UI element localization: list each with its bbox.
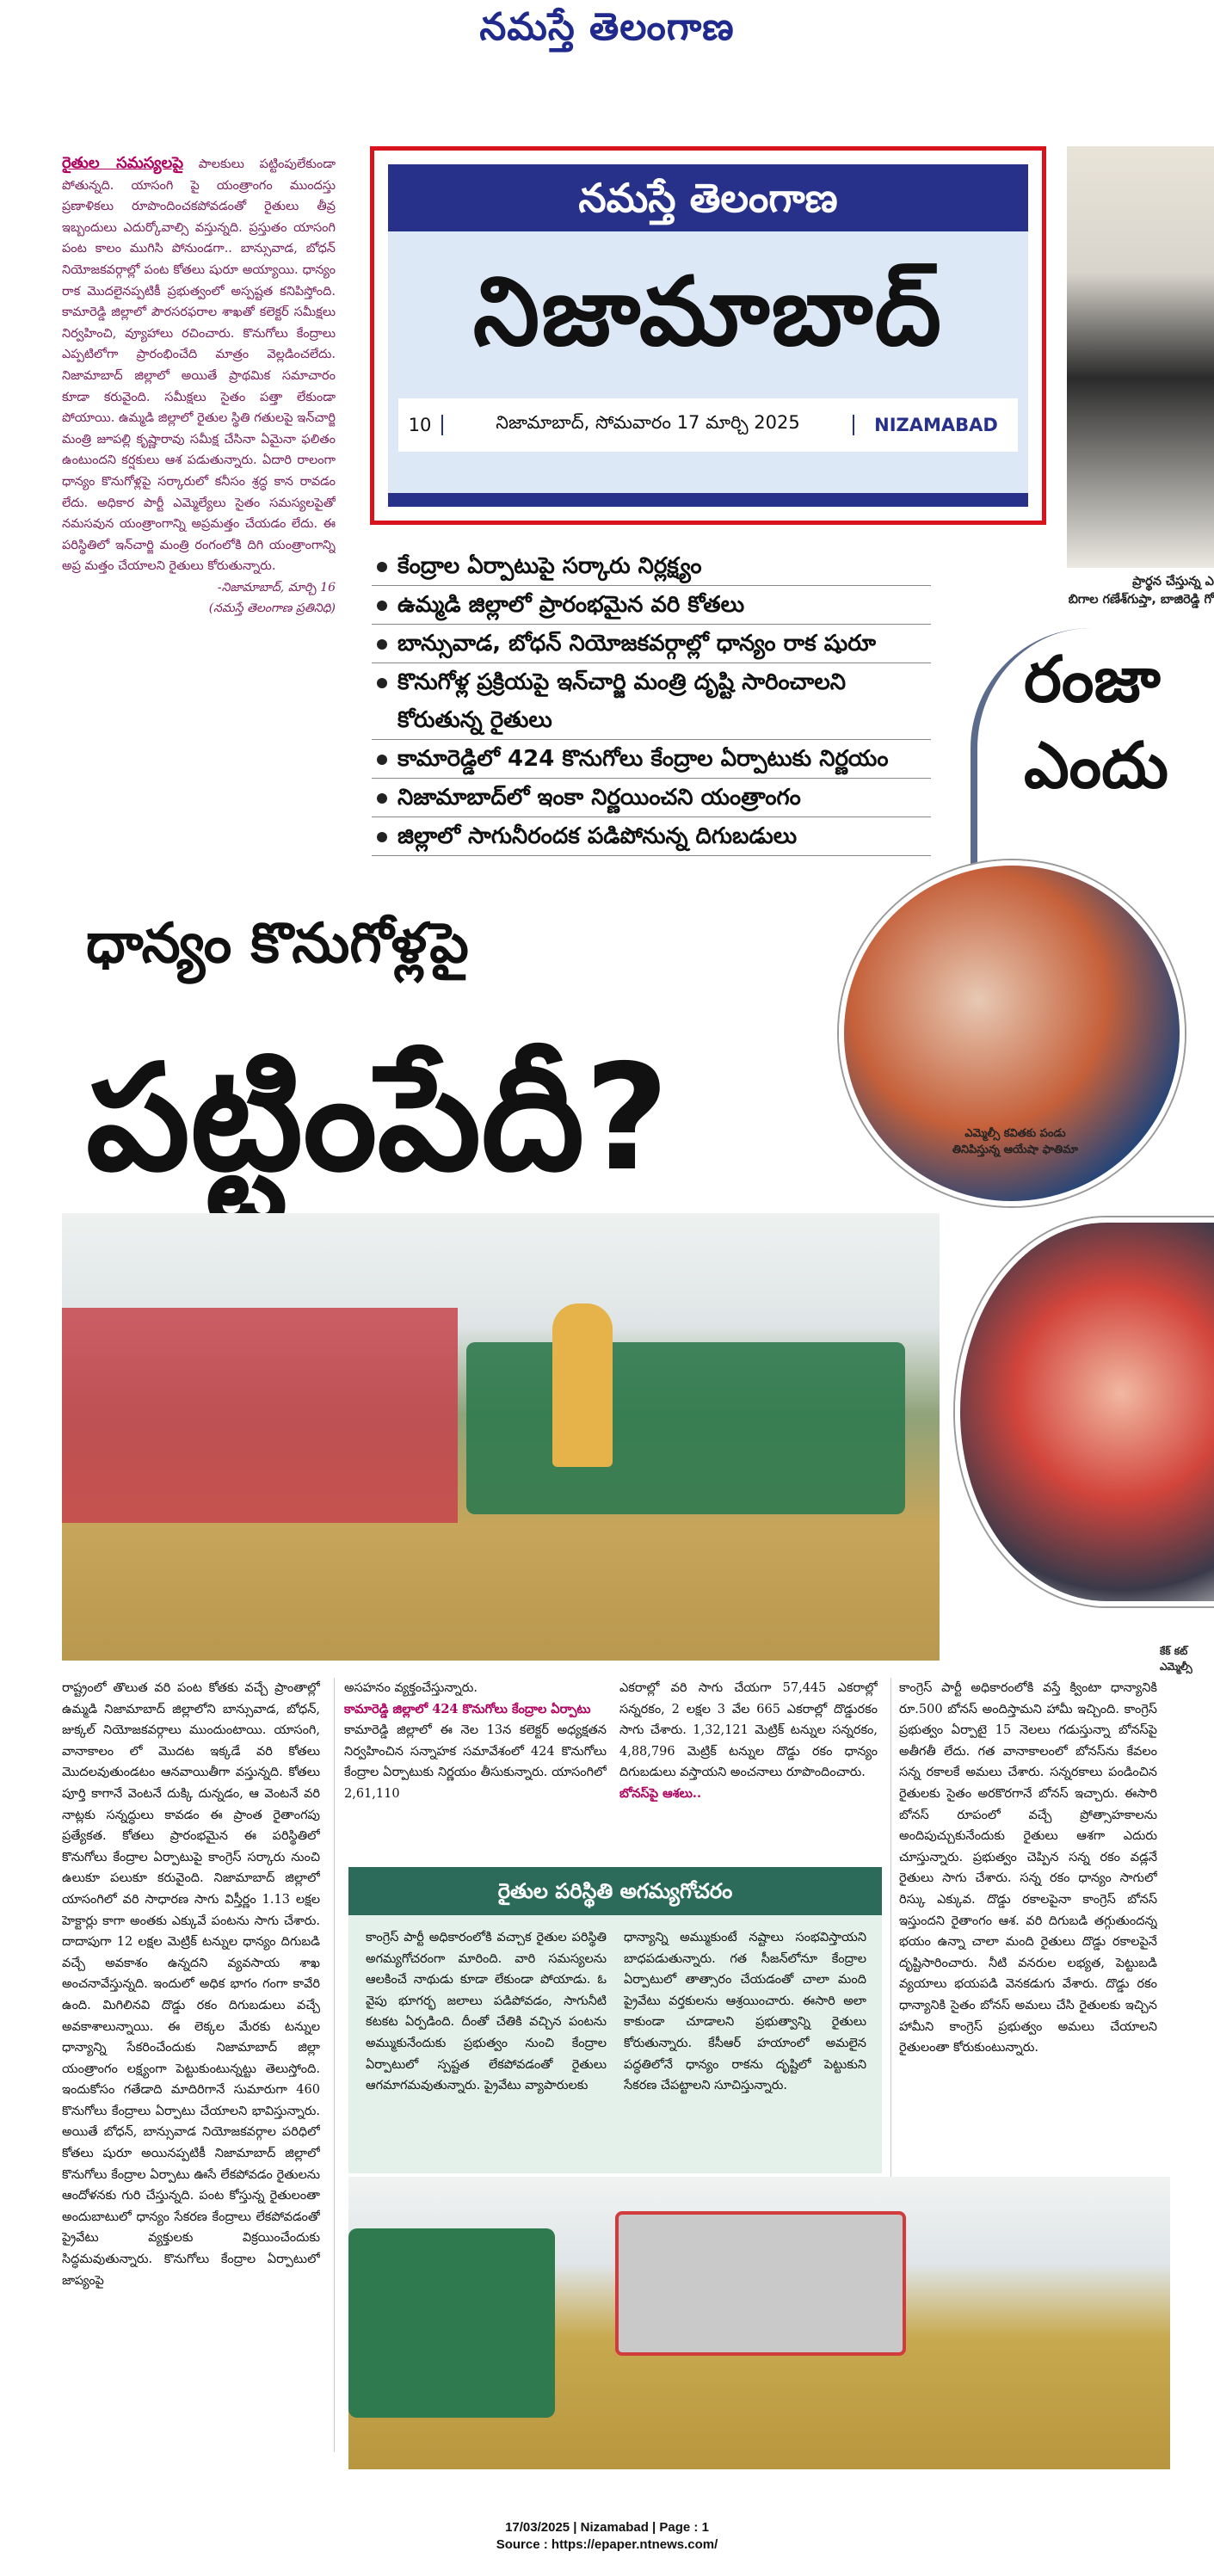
edition-name: NIZAMABAD (853, 415, 1018, 435)
highlight-item: బాన్సువాడ, బోధన్ నియోజకవర్గాల్లో ధాన్యం రాక షురూ (372, 625, 931, 663)
teaser-headline (1024, 637, 1214, 809)
body-column-1 (62, 1678, 320, 2452)
column-divider (334, 1678, 335, 2452)
page-footer (0, 2519, 1214, 2571)
harvest-field-photo (348, 2177, 1170, 2469)
caption-line: ఎమ్మెల్సీ కవితకు పండు (964, 1127, 1066, 1140)
sidebar-lead: రైతుల సమస్యలపై (62, 154, 184, 172)
photo-caption (1015, 573, 1214, 609)
harvester-photo (62, 1213, 940, 1661)
main-headline: పట్టింపేదీ? (86, 1033, 669, 1204)
box-body (348, 1915, 882, 2173)
circle-caption-1 (934, 1125, 1097, 1158)
sub-headline: ధాన్యం కొనుగోళ్లపై (86, 912, 469, 976)
circle-caption-2 (1160, 1643, 1214, 1674)
edition-masthead (370, 146, 1046, 525)
masthead-city: నిజామాబాద్ (472, 256, 944, 367)
body-subhead: బోనస్‌పై ఆశలు.. (619, 1785, 702, 1801)
tractor-shape (348, 2228, 555, 2418)
body-text: అసహనం వ్యక్తంచేస్తున్నారు. (344, 1681, 478, 1695)
body-text: కాంగ్రెస్ పార్టీ అధికారంలోకి వస్తే క్వింటా ధాన్యానికి రూ.500 బోనస్ అందిస్తామని హామీ ఇచ్చింది. కాంగ్రెస్ ప్రభుత్వం ఏర్పాటై 15 నెలలు గడుస్తున్నా బోనస్‌పై అతీగతీ లేదు. గత వానాకాలంలో బోనస్‌ను కేవలం సన్న రకాలకే అమలు చేశారు. సన్నరకాలు పండించిన రైతులకు సైతం అరకొరగానే బోనస్ ఇచ్చారు. ఈసారి బోనస్ రూపంలో వచ్చే ప్రోత్సాహకాలను అందిపుచ్చుకునేందుకు రైతులు ఆశగా ఎదురు చూస్తున్నారు. ప్రభుత్వం చెప్పిన సన్న రకం వడ్లనే రైతులు సాగు చేశారు. సన్న రకం ధాన్యం సాగులో రిస్కు ఎక్కువ. దొడ్డు రకాలపైనా కాంగ్రెస్ బోనస్ ఇస్తుందని రైతాంగం ఆశ. వరి దిగుబడి తగ్గుతుందన్న భయం ఉన్నా చాలా మంది రైతులు దొడ్డు రకాలపైనే దృష్టిసారించారు. నీటి వనరుల లభ్యత, పెట్టుబడి వ్యయాలు భయపడి వెనకడుగు వేశారు. దొడ్డు రకం ధాన్యానికి సైతం బోనస్ అమలు చేసి రైతులకు ఇచ్చిన హామీని కాంగ్రెస్ ప్రభుత్వం అమలు చేయాలని రైతులంతా కోరుకుంటున్నారు. (899, 1681, 1157, 2055)
box-heading: రైతుల పరిస్థితి అగమ్యగోచరం (348, 1867, 882, 1915)
body-column-4 (899, 1678, 1157, 2177)
highlight-item: ఉమ్మడి జిల్లాలో ప్రారంభమైన వరి కోతలు (372, 586, 931, 625)
body-subhead: కామారెడ్డి జిల్లాలో 424 కొనుగోలు కేంద్రాల ఏర్పాటు (344, 1701, 591, 1716)
body-text: కామారెడ్డి జిల్లాలో ఈ నెల 13న కలెక్టర్ అధ్యక్షతన నిర్వహించిన సన్నాహక సమావేశంలో 424 కొనుగోలు కేంద్రాల ఏర్పాటుకు నిర్ణయం తీసుకున్నారు. యాసంగిలో 2,61,110 (344, 1723, 607, 1801)
highlight-item: కేంద్రాల ఏర్పాటుపై సర్కారు నిర్లక్ష్యం (372, 547, 931, 586)
highlight-item: కామారెడ్డిలో 424 కొనుగోలు కేంద్రాల ఏర్పాటుకు నిర్ణయం (372, 740, 931, 779)
highlight-item: జిల్లాలో సాగునీరందక పడిపోనున్న దిగుబడులు (372, 817, 931, 856)
caption-line: ఎమ్మెల్సీ (1160, 1661, 1192, 1673)
masthead-paper-name: నమస్తే తెలంగాణ (388, 164, 1028, 231)
tractor-shape (466, 1342, 905, 1514)
sidebar-byline: (నమస్తే తెలంగాణ ప్రతినిధి) (208, 601, 336, 616)
circle-photo-2 (955, 1217, 1214, 1606)
body-column-2 (344, 1678, 607, 1858)
footer-date-line: 17/03/2025 | Nizamabad | Page : 1 (505, 2520, 709, 2535)
prayer-photo (1067, 146, 1214, 568)
highlight-item: కొనుగోళ్ల ప్రక్రియపై ఇన్‌చార్జి మంత్రి దృష్టి సారించాలని కోరుతున్న రైతులు (372, 663, 931, 740)
newspaper-logo: నమస్తే తెలంగాణ (479, 5, 735, 49)
masthead-bottom-bar (388, 493, 1028, 507)
sidebar-article (62, 153, 336, 889)
caption-line: ప్రార్థన చేస్తున్న ఎ (1132, 575, 1214, 589)
teaser-line: ఎందు (1024, 729, 1168, 803)
body-text: రాష్ట్రంలో తొలుత వరి పంట కోతకు వచ్చే ప్రాంతాల్లో ఉమ్మడి నిజామాబాద్ జిల్లాలోని బాన్సువాడ, బోధన్, జుక్కల్ నియోజకవర్గాలు ముందుంటాయి. యాసంగి, వానాకాలం లో మొదట ఇక్కడే వరి కోతలు మొదలవుతుండటం ఆనవాయితీగా వస్తున్నది. కోతలు పూర్తి కాగానే వెంటనే దుక్కి దున్నడం, ఆ వెంటనే వరి నాట్లకు సన్నద్ధులు కావడం ఈ ప్రాంత రైతాంగపు ప్రత్యేకత. కోతలు ప్రారంభమైన ఈ పరిస్థితిలో కొనుగోలు కేంద్రాల ఏర్పాటుపై కాంగ్రెస్ సర్కారు నుంచి ఉలుకూ పలుకూ కరువైంది. నిజామాబాద్ జిల్లాలో యాసంగిలో వరి సాధారణ సాగు విస్తీర్ణం 1.13 లక్షల హెక్టార్లు కాగా అంతకు ఎక్కువే పంటను సాగు చేశారు. దాదాపుగా 12 లక్షల మెట్రిక్ టన్నుల ధాన్యం దిగుబడి వచ్చే అవకాశం ఉన్నదని వ్యవసాయ శాఖ అంచనావేస్తున్నది. ఇందులో అధిక భాగం గంగా కావేరి ఉంది. మిగిలినవి దొడ్డు రకం దిగుబడులు వచ్చే అవకాశాలున్నాయి. ఈ లెక్కల మేరకు టన్నుల ధాన్యాన్ని సేకరించేందుకు నిజామాబాద్ జిల్లా యంత్రాంగం లక్ష్యంగా పెట్టుకుంటున్నట్టు తెలుస్తోంది. ఇందుకోసం గతేడాది మాదిరిగానే సుమారుగా 460 కొనుగోలు కేంద్రాలు ఏర్పాటు చేయాలని భావిస్తున్నారు. అయితే బోధన్, బాన్సువాడ నియోజకవర్గాల పరిధిలో కోతలు షురూ అయినప్పటికీ నిజామాబాద్ జిల్లాలో కొనుగోలు కేంద్రాల ఏర్పాటు ఊసే లేకపోవడం రైతులను ఆందోళనకు గురి చేస్తున్నది. పంట కోస్తున్న రైతులంతా అందుబాటులో ధాన్యం సేకరణ కేంద్రాలు లేకపోవడంతో ప్రైవేటు వ్యక్తులకు విక్రయించేందుకు సిద్ధమవుతున్నారు. కొనుగోలు కేంద్రాల ఏర్పాటులో జాప్యంపై (62, 1681, 320, 2288)
highlight-item: నిజామాబాద్‌లో ఇంకా నిర్ణయించని యంత్రాంగం (372, 779, 931, 817)
column-divider (890, 1678, 891, 2177)
masthead-info-strip (398, 398, 1018, 452)
body-column-3 (619, 1678, 878, 1858)
caption-line: కేక్ కట్ (1160, 1645, 1188, 1657)
footer-source-line[interactable]: Source : https://epaper.ntnews.com/ (496, 2537, 718, 2552)
dateline: నిజామాబాద్, సోమవారం 17 మార్చి 2025 (496, 412, 800, 433)
caption-line: తినిపిస్తున్న ఆయేషా ఫాతిమా (952, 1143, 1079, 1156)
box-text: కాంగ్రెస్ పార్టీ అధికారంలోకి వచ్చాక రైతుల పరిస్థితి అగమ్యగోచరంగా మారింది. వారి సమస్యలను ఆలకించే నాథుడు కూడా లేకుండా పోయాడు. ఓ వైపు భూగర్భ జలాలు పడిపోవడం, సాగునీటి కటకట ఏర్పడింది. దీంతో చేతికి వచ్చిన పంటను అమ్ముకునేందుకు ప్రభుత్వం నుంచి కేంద్రాల ఏర్పాటులో స్పష్టత లేకపోవడంతో రైతులు ఆగమాగమవుతున్నారు. ప్రైవేటు వ్యాపారులకు (366, 1931, 607, 2093)
sidebar-dateline: -నిజామాబాద్, మార్చి 16 (217, 580, 336, 595)
page-number: 10 (398, 415, 443, 435)
harvester-shape (62, 1308, 458, 1523)
farmer-figure (552, 1303, 613, 1467)
box-text: ధాన్యాన్ని అమ్ముకుంటే నష్టాలు సంభవిస్తాయని బాధపడుతున్నారు. గత సీజన్‌లోనూ కేంద్రాల ఏర్పాటులో తాత్సారం చేయడంతో చాలా మంది ప్రైవేటు వర్తకులను ఆశ్రయించారు. ఈసారి అలా కాకుండా చూడాలని ప్రభుత్వాన్ని రైతులు కోరుతున్నారు. కేసీఆర్ హయాంలో అమలైన పద్ధతిలోనే ధాన్యం రాకను దృష్టిలో పెట్టుకుని సేకరణ చేపట్టాలని సూచిస్తున్నారు. (624, 1931, 866, 2093)
caption-line: బిగాల గణేశ్‌గుప్తా, బాజిరెడ్డి గో (1068, 593, 1214, 607)
sidebar-text: పాలకులు పట్టింపులేకుండా పోతున్నది. యాసంగి పై యంత్రాంగం ముందస్తు ప్రణాళికలు రూపొందించకపోవడంతో రైతులు తీవ్ర ఇబ్బందులు ఎదుర్కోవాల్సి వస్తున్నది. ప్రస్తుతం యాసంగి పంట కాలం ముగిసి పోనుండగా.. బాన్సువాడ, బోధన్ నియోజకవర్గాల్లో పంట కోతలు షురూ అయ్యాయి. ధాన్యం రాక మొదలైనప్పటికీ ప్రభుత్వంలో అస్పష్టత కనిపిస్తోంది. కామారెడ్డి జిల్లాలో పౌరసరఫరాల శాఖతో కలెక్టర్ సమీక్షలు నిర్వహించి, వ్యూహాలు రచించారు. కొనుగోలు కేంద్రాలు ఎప్పటిలోగా ప్రారంభించేది మాత్రం వెల్లడించలేదు. నిజామాబాద్ జిల్లాలో అయితే ప్రాథమిక సమాచారం కూడా కరువైంది. సమీక్షలు సైతం పత్తా లేకుండా పోయాయి. ఉమ్మడి జిల్లాలో రైతుల స్థితి గతులపై ఇన్‌చార్జి మంత్రి జూపల్లి కృష్ణారావు సమీక్ష చేసినా ఏమైనా ఫలితం ఉంటుందని కర్షకులు ఆశ పడుతున్నారు. ఏదారి రాలంగా ధాన్యం కొనుగోళ్లపై సర్కారులో కనీసం శ్రద్ధ కాన రావడం లేదు. అధికార పార్టీ ఎమ్మెల్యేలు సైతం సమస్యలపైతో నమసవున యంత్రాంగాన్ని అప్రమత్తం చేయడం లేదు. ఈ పరిస్థితిలో ఇన్‌చార్జి మంత్రి రంగంలోకి దిగి యంత్రాంగాన్ని అప్ర మత్తం చేయాలని రైతులు కోరుతున్నారు. (62, 157, 336, 574)
body-text: ఎకరాల్లో వరి సాగు చేయగా 57,445 ఎకరాల్లో సన్నరకం, 2 లక్షల 3 వేల 665 ఎకరాల్లో దొడ్డురకం సాగు చేశారు. 1,32,121 మెట్రిక్ టన్నుల సన్నరకం, 4,88,796 మెట్రిక్ టన్నుల దొడ్డు రకం ధాన్యం దిగుబడులు వస్తాయని అంచనాలు రూపొందించారు. (619, 1681, 878, 1780)
highlights-list (372, 547, 931, 856)
teaser-line: రంజా (1024, 643, 1161, 717)
harvester-shape (615, 2211, 906, 2356)
box-column-a (366, 1927, 607, 2168)
box-column-b (624, 1927, 866, 2168)
